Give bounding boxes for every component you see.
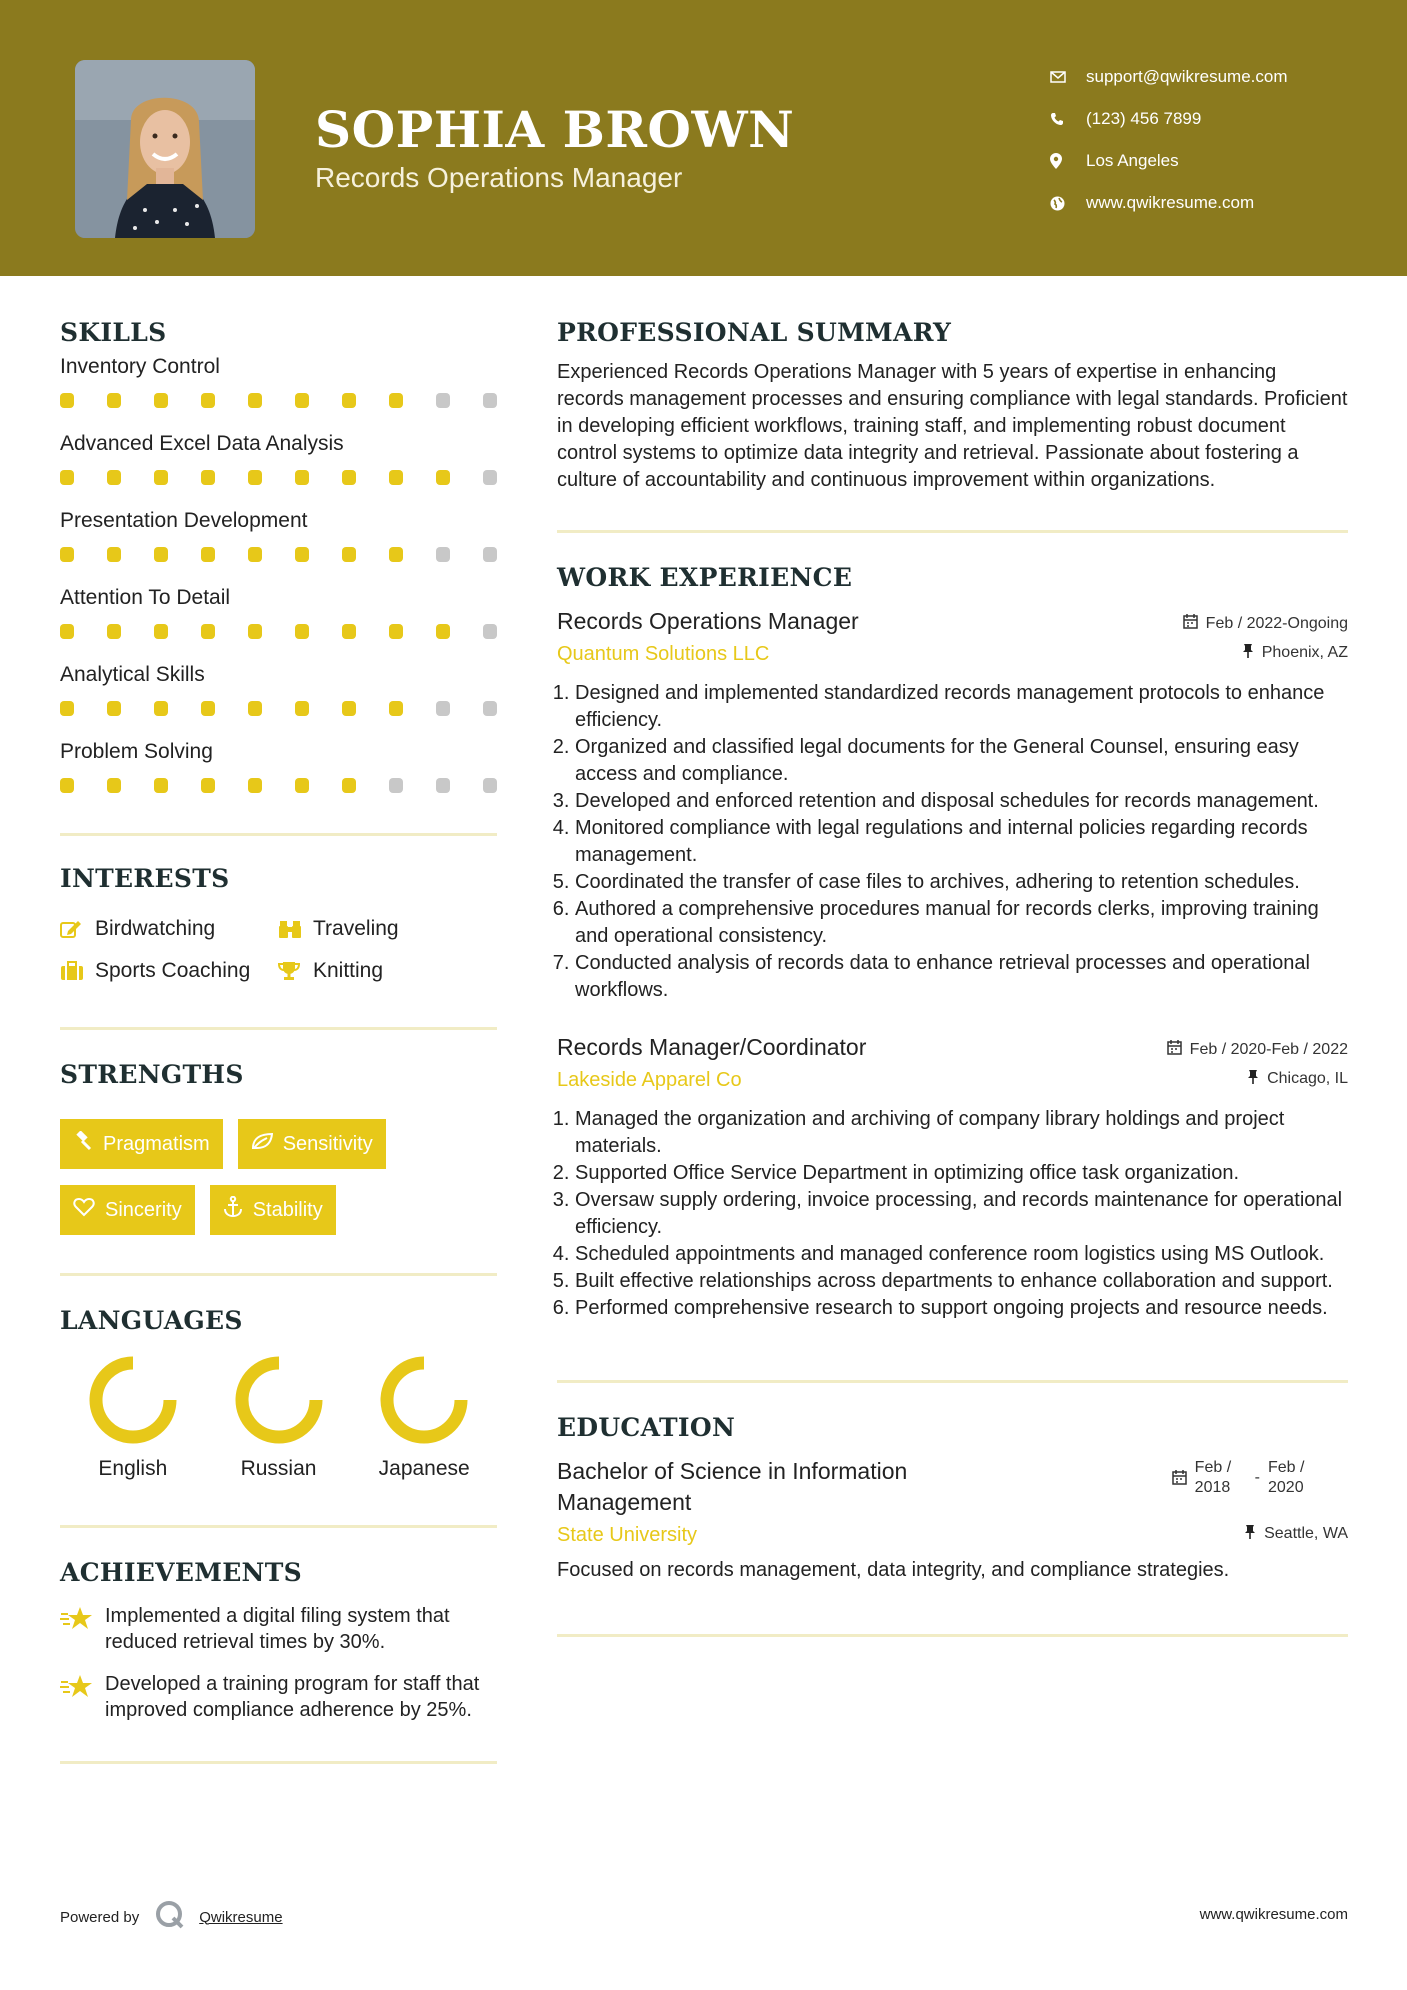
skill-dot-filled xyxy=(342,547,356,562)
header-banner xyxy=(0,0,1407,276)
skill-dot-filled xyxy=(107,778,121,793)
language-item xyxy=(206,1355,352,1481)
skill-item xyxy=(60,509,497,582)
skill-name: Presentation Development xyxy=(60,509,308,532)
skill-dot-filled xyxy=(154,470,168,485)
job-location xyxy=(1247,1069,1348,1089)
skill-dot-filled xyxy=(342,624,356,639)
achievements-list xyxy=(60,1603,497,1723)
skill-name: Advanced Excel Data Analysis xyxy=(60,432,344,455)
section-divider xyxy=(60,1273,497,1276)
skill-dot-filled xyxy=(154,547,168,562)
language-level-ring xyxy=(88,1355,178,1445)
skill-dot-filled xyxy=(295,547,309,562)
strengths-heading: STRENGTHS xyxy=(60,1060,244,1089)
skill-dot-empty xyxy=(483,624,497,639)
pushpin-icon xyxy=(1242,643,1254,663)
skill-dot-filled xyxy=(295,470,309,485)
skill-dot-filled xyxy=(154,701,168,716)
skill-dot-filled xyxy=(248,701,262,716)
skill-item xyxy=(60,663,497,736)
gavel-icon xyxy=(73,1131,93,1157)
strength-chip xyxy=(60,1119,223,1169)
section-divider xyxy=(60,1027,497,1030)
powered-by-label: Powered by xyxy=(60,1908,140,1926)
section-divider xyxy=(60,1525,497,1528)
profile-photo xyxy=(75,60,255,238)
skill-dot-filled xyxy=(248,624,262,639)
skill-dot-empty xyxy=(436,393,450,408)
skill-dot-filled xyxy=(436,470,450,485)
language-item xyxy=(60,1355,206,1481)
globe-icon xyxy=(1050,196,1086,211)
skill-dot-empty xyxy=(436,547,450,562)
job-title: Records Manager/Coordinator xyxy=(557,1034,867,1060)
summary-heading: PROFESSIONAL SUMMARY xyxy=(557,318,952,347)
duty-item: 7. Conducted analysis of records data to enhance retrieval processes and operational workflows. xyxy=(575,950,1348,1004)
strength-label: Sensitivity xyxy=(282,1132,373,1155)
duty-item: 2. Supported Office Service Department in optimizing office task organization. xyxy=(575,1160,1348,1187)
duty-item: 6. Authored a comprehensive procedures manual for records clerks, improving training and operational consistency. xyxy=(575,896,1348,950)
skill-dot-filled xyxy=(342,393,356,408)
interest-label: Traveling xyxy=(313,917,399,940)
company-name: Quantum Solutions LLC xyxy=(557,643,770,665)
skill-dot-filled xyxy=(60,778,74,793)
skill-dot-filled xyxy=(389,393,403,408)
contact-website[interactable] xyxy=(1050,182,1390,224)
skill-dot-filled xyxy=(201,547,215,562)
candidate-name: SOPHIA BROWN xyxy=(315,100,795,159)
skill-item xyxy=(60,432,497,505)
contact-website-text: www.qwikresume.com xyxy=(1086,193,1255,212)
binoculars-icon xyxy=(278,919,313,939)
duty-item: 1. Designed and implemented standardized records management protocols to enhance efficiency. xyxy=(575,680,1348,734)
education-date-end: Feb / 2020 xyxy=(1268,1459,1305,1496)
contact-phone[interactable] xyxy=(1050,98,1390,140)
language-label: Japanese xyxy=(378,1457,470,1480)
interest-label: Birdwatching xyxy=(95,917,216,940)
skill-dot-filled xyxy=(107,393,121,408)
achievement-item xyxy=(60,1671,497,1723)
skill-dot-filled xyxy=(154,393,168,408)
interests-heading: INTERESTS xyxy=(60,864,230,893)
skill-name: Inventory Control xyxy=(60,355,220,378)
calendar-icon xyxy=(1172,1470,1187,1491)
skill-dot-filled xyxy=(201,778,215,793)
qwikresume-logo-icon xyxy=(155,1900,185,1934)
interests-list xyxy=(60,917,497,983)
achievements-heading: ACHIEVEMENTS xyxy=(60,1558,302,1587)
skill-dot-filled xyxy=(248,470,262,485)
skill-dot-filled xyxy=(295,778,309,793)
skill-dot-empty xyxy=(483,547,497,562)
duties-list xyxy=(557,1106,1348,1322)
skill-dot-empty xyxy=(483,393,497,408)
skill-item xyxy=(60,740,497,813)
interest-item xyxy=(60,959,278,983)
job-date-text: Feb / 2020-Feb / 2022 xyxy=(1189,1041,1348,1058)
duties-list xyxy=(557,680,1348,1004)
interest-label: Sports Coaching xyxy=(95,959,251,982)
skill-dot-filled xyxy=(248,393,262,408)
skill-dot-filled xyxy=(389,547,403,562)
experience-heading: WORK EXPERIENCE xyxy=(557,563,853,592)
star-icon xyxy=(60,1671,105,1723)
location-pin-icon xyxy=(1050,153,1086,169)
language-level-ring xyxy=(234,1355,324,1445)
language-level-ring xyxy=(379,1355,469,1445)
right-column xyxy=(557,318,1348,1637)
skill-dot-filled xyxy=(248,778,262,793)
envelope-icon xyxy=(1050,71,1086,83)
job-location-text: Phoenix, AZ xyxy=(1261,644,1348,661)
skill-dot-filled xyxy=(107,470,121,485)
skill-dot-filled xyxy=(60,393,74,408)
skill-dot-filled xyxy=(342,778,356,793)
job-entry xyxy=(557,608,1348,1004)
skill-dot-filled xyxy=(389,470,403,485)
contact-phone-text: (123) 456 7899 xyxy=(1086,109,1202,128)
skill-dot-filled xyxy=(201,701,215,716)
calendar-icon xyxy=(1167,1040,1182,1060)
summary-text: Experienced Records Operations Manager with 5 years of expertise in enhancing records management processes and ensuring compliance with legal standards. Proficient in developing efficient workflows, training staff, and implementing robust document control systems to optimize data integrity and retrieval. Passionate about fostering a culture of accountability and continuous improvement within organizations. xyxy=(557,361,1348,491)
skill-dot-empty xyxy=(483,778,497,793)
education-heading: EDUCATION xyxy=(557,1413,736,1442)
skill-dot-filled xyxy=(389,701,403,716)
skill-item xyxy=(60,355,497,428)
languages-list xyxy=(60,1355,497,1481)
achievement-item xyxy=(60,1603,497,1655)
footer-powered-by xyxy=(60,1900,283,1934)
qwikresume-link[interactable]: Qwikresume xyxy=(199,1908,283,1926)
contact-location xyxy=(1050,140,1390,182)
skill-dot-filled xyxy=(60,470,74,485)
trophy-icon xyxy=(278,961,313,981)
job-date-text: Feb / 2022-Ongoing xyxy=(1205,615,1348,632)
contact-list xyxy=(1050,56,1390,224)
section-divider xyxy=(60,833,497,836)
pencil-icon xyxy=(60,919,95,939)
strength-label: Pragmatism xyxy=(103,1132,210,1155)
skill-level-dots xyxy=(60,778,497,793)
strength-chip xyxy=(238,1119,386,1169)
languages-heading: LANGUAGES xyxy=(60,1306,243,1335)
strength-chip xyxy=(60,1185,195,1235)
phone-icon xyxy=(1050,112,1086,126)
skill-dot-filled xyxy=(154,624,168,639)
strength-label: Sincerity xyxy=(105,1198,182,1221)
skill-dot-filled xyxy=(201,470,215,485)
education-date-start: Feb / 2018 xyxy=(1194,1459,1232,1496)
skill-dot-empty xyxy=(483,470,497,485)
skill-item xyxy=(60,586,497,659)
education-date xyxy=(1172,1458,1348,1498)
calendar-icon xyxy=(1183,614,1198,634)
star-icon xyxy=(60,1603,105,1655)
pushpin-icon xyxy=(1247,1069,1259,1089)
skill-dot-filled xyxy=(436,624,450,639)
contact-location-text: Los Angeles xyxy=(1086,151,1179,170)
education-entry xyxy=(557,1456,1348,1584)
skill-dot-filled xyxy=(60,547,74,562)
job-date xyxy=(1183,614,1348,634)
achievement-text: Implemented a digital filing system that reduced retrieval times by 30%. xyxy=(105,1605,450,1653)
skill-dot-filled xyxy=(342,701,356,716)
skill-level-dots xyxy=(60,701,497,716)
skill-dot-empty xyxy=(436,778,450,793)
skills-heading: SKILLS xyxy=(60,318,167,347)
education-location xyxy=(1244,1524,1348,1544)
achievement-text: Developed a training program for staff that improved compliance adherence by 25%. xyxy=(105,1673,480,1721)
skill-dot-filled xyxy=(295,624,309,639)
heart-icon xyxy=(73,1197,95,1223)
skill-name: Problem Solving xyxy=(60,740,213,763)
skill-dot-filled xyxy=(295,393,309,408)
skill-dot-filled xyxy=(60,701,74,716)
skill-dot-filled xyxy=(107,624,121,639)
duty-item: 6. Performed comprehensive research to support ongoing projects and resource needs. xyxy=(575,1295,1348,1322)
strengths-list xyxy=(60,1119,497,1235)
skill-dot-filled xyxy=(201,393,215,408)
section-divider xyxy=(557,1634,1348,1637)
strength-label: Stability xyxy=(252,1198,323,1221)
duty-item: 4. Monitored compliance with legal regulations and internal policies regarding records management. xyxy=(575,815,1348,869)
leaf-icon xyxy=(251,1132,273,1156)
skill-dot-empty xyxy=(483,701,497,716)
candidate-role: Records Operations Manager xyxy=(315,162,683,193)
section-divider xyxy=(60,1761,497,1764)
interest-item xyxy=(278,959,497,983)
education-date-separator: - xyxy=(1254,1469,1260,1486)
language-item xyxy=(351,1355,497,1481)
duty-item: 2. Organized and classified legal documents for the General Counsel, ensuring easy access and compliance. xyxy=(575,734,1348,788)
interest-item xyxy=(60,917,278,941)
duty-item: 3. Developed and enforced retention and disposal schedules for records management. xyxy=(575,788,1348,815)
job-title: Records Operations Manager xyxy=(557,608,859,634)
skill-dot-filled xyxy=(60,624,74,639)
duty-item: 4. Scheduled appointments and managed conference room logistics using MS Outlook. xyxy=(575,1241,1348,1268)
job-location-text: Chicago, IL xyxy=(1267,1070,1348,1087)
school-name: State University xyxy=(557,1524,698,1546)
skill-name: Attention To Detail xyxy=(60,586,231,609)
briefcase-icon xyxy=(60,961,95,981)
duty-item: 5. Coordinated the transfer of case files to archives, adhering to retention schedules. xyxy=(575,869,1348,896)
company-name: Lakeside Apparel Co xyxy=(557,1069,742,1091)
skill-dot-filled xyxy=(389,624,403,639)
anchor-icon xyxy=(223,1196,243,1224)
skill-dot-filled xyxy=(201,624,215,639)
degree-title: Bachelor of Science in Information Management xyxy=(557,1458,908,1515)
skill-dot-filled xyxy=(248,547,262,562)
education-description: Focused on records management, data integrity, and compliance strategies. xyxy=(557,1559,1230,1581)
skill-level-dots xyxy=(60,624,497,639)
contact-email[interactable] xyxy=(1050,56,1390,98)
section-divider xyxy=(557,1380,1348,1383)
duty-item: 1. Managed the organization and archiving of company library holdings and project materials. xyxy=(575,1106,1348,1160)
education-location-text: Seattle, WA xyxy=(1264,1525,1348,1542)
skill-name: Analytical Skills xyxy=(60,663,205,686)
language-label: Russian xyxy=(240,1457,317,1480)
skill-dot-empty xyxy=(436,701,450,716)
contact-email-text: support@qwikresume.com xyxy=(1086,67,1288,86)
language-label: English xyxy=(98,1457,168,1480)
skill-dot-filled xyxy=(154,778,168,793)
interest-item xyxy=(278,917,497,941)
job-date xyxy=(1167,1040,1348,1060)
job-location xyxy=(1242,643,1348,663)
interest-label: Knitting xyxy=(313,959,384,982)
duty-item: 5. Built effective relationships across departments to enhance collaboration and support. xyxy=(575,1268,1348,1295)
skills-list xyxy=(60,355,497,813)
skill-dot-filled xyxy=(295,701,309,716)
strength-chip xyxy=(210,1185,336,1235)
footer-website[interactable]: www.qwikresume.com xyxy=(1199,1906,1348,1923)
skill-dot-filled xyxy=(342,470,356,485)
skill-dot-empty xyxy=(389,778,403,793)
skill-dot-filled xyxy=(107,547,121,562)
skill-level-dots xyxy=(60,393,497,408)
skill-level-dots xyxy=(60,547,497,562)
job-entry xyxy=(557,1034,1348,1322)
skill-dot-filled xyxy=(107,701,121,716)
duty-item: 3. Oversaw supply ordering, invoice processing, and records maintenance for operational efficiency. xyxy=(575,1187,1348,1241)
section-divider xyxy=(557,530,1348,533)
skill-level-dots xyxy=(60,470,497,485)
pushpin-icon xyxy=(1244,1524,1256,1544)
left-column xyxy=(60,318,497,1764)
